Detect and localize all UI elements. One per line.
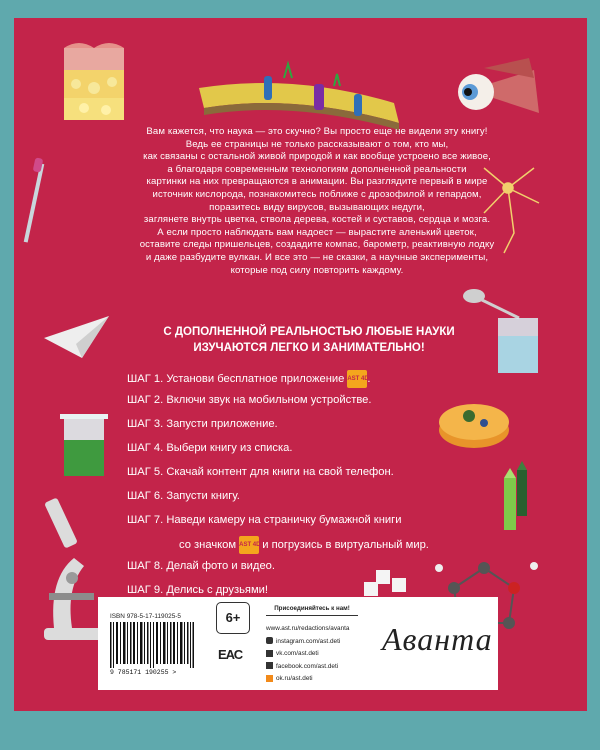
vk-icon — [266, 650, 273, 657]
cell-membrane-illustration — [199, 64, 399, 130]
step-1-text: ШАГ 1. Установи бесплатное приложение — [127, 372, 345, 385]
app-badge-icon: AST 4D — [239, 536, 259, 554]
step-9: ШАГ 9. Делись с друзьями! — [127, 584, 269, 596]
intro-line: заглянете внутрь цветка, ствола дерева, костей и суставов, сердца и мозга. — [143, 214, 491, 226]
ar-heading-line1: С ДОПОЛНЕННОЙ РЕАЛЬНОСТЬЮ ЛЮБЫЕ НАУКИ — [163, 326, 455, 338]
barcode-number: 9 785171 190255 > — [110, 669, 177, 676]
pipette-illustration — [24, 157, 45, 242]
intro-text — [82, 126, 552, 277]
insect-disc-illustration — [439, 404, 509, 448]
barcode — [110, 622, 194, 668]
step-2: ШАГ 2. Включи звук на мобильном устройстве. — [127, 394, 372, 406]
ar-heading-line2: ИЗУЧАЮТСЯ ЛЕГКО И ЗАНИМАТЕЛЬНО! — [193, 342, 425, 354]
link-vk[interactable]: vk.com/ast.deti — [266, 648, 349, 661]
ar-heading — [134, 324, 484, 356]
facebook-icon — [266, 662, 273, 669]
join-us-label: Присоединяйтесь к нам! — [266, 605, 358, 616]
instagram-icon — [266, 637, 273, 644]
beaker-illustration — [60, 414, 108, 476]
intro-line: как связаны с остальной живой природой и как вообще устроено все живое, — [143, 151, 491, 163]
crystals-illustration — [504, 461, 527, 530]
step-6: ШАГ 6. Запусти книгу. — [127, 490, 240, 502]
intro-line: и даже разбудите вулкан. И все это — не сказки, а научные эксперименты, — [145, 251, 489, 263]
eac-mark: ЕАС — [218, 647, 243, 662]
intro-line: поразитесь виду вирусов, вызывающих недуги, — [209, 201, 425, 213]
sugar-cubes-illustration — [364, 570, 406, 596]
age-rating-badge: 6+ — [216, 602, 250, 634]
app-badge-icon: AST 4D — [347, 370, 367, 388]
intro-line: которые под силу повторить каждому. — [230, 264, 404, 276]
step-1 — [127, 370, 370, 388]
step-4: ШАГ 4. Выбери книгу из списка. — [127, 442, 293, 454]
step-7: ШАГ 7. Наведи камеру на страничку бумажной книги — [127, 514, 402, 526]
link-website[interactable]: www.ast.ru/redactions/avanta — [266, 625, 350, 632]
avanta-logo: Аванта — [382, 621, 493, 657]
step-3: ШАГ 3. Запусти приложение. — [127, 418, 278, 430]
intro-line: Вам кажется, что наука — это скучно? Вы просто еще не видели эту книгу! — [146, 126, 488, 137]
social-links — [266, 623, 349, 686]
isbn: ISBN 978-5-17-119025-5 — [110, 613, 181, 620]
step-7-continued-end: и погрузись в виртуальный мир. — [262, 538, 429, 551]
intro-line: Ведь ее страницы не только рассказывают о том, кто мы, — [185, 138, 449, 150]
intro-line: а благодаря современным технологиям дополненной реальности — [167, 163, 467, 175]
ok-icon — [266, 675, 273, 682]
link-facebook[interactable]: facebook.com/ast.deti — [266, 661, 349, 674]
intro-line: источник кислорода, познакомитесь поближе с дрозофилой и гепардом, — [152, 188, 482, 200]
step-7-continued — [179, 536, 429, 554]
step-5: ШАГ 5. Скачай контент для книги на свой телефон. — [127, 466, 394, 478]
step-8: ШАГ 8. Делай фото и видео. — [127, 560, 275, 572]
link-instagram[interactable]: instagram.com/ast.deti — [266, 636, 349, 649]
intro-line: А если просто наблюдать вам надоест — вырастите аленький цветок, — [157, 226, 477, 238]
publisher-info-box — [98, 597, 498, 690]
step-7-continued-start: со значком — [179, 538, 237, 551]
eye-illustration — [458, 58, 539, 113]
intro-line: картинки на них превращаются в анимации. Вы разглядите первый в мире — [146, 176, 488, 188]
link-ok[interactable]: ok.ru/ast.deti — [266, 673, 349, 686]
step-1-end: . — [367, 372, 371, 385]
intro-line: оставите следы пришельцев, создадите компас, барометр, реактивную лодку — [139, 239, 495, 251]
skin-layers-illustration — [64, 43, 124, 120]
paper-plane-illustration — [44, 316, 109, 358]
